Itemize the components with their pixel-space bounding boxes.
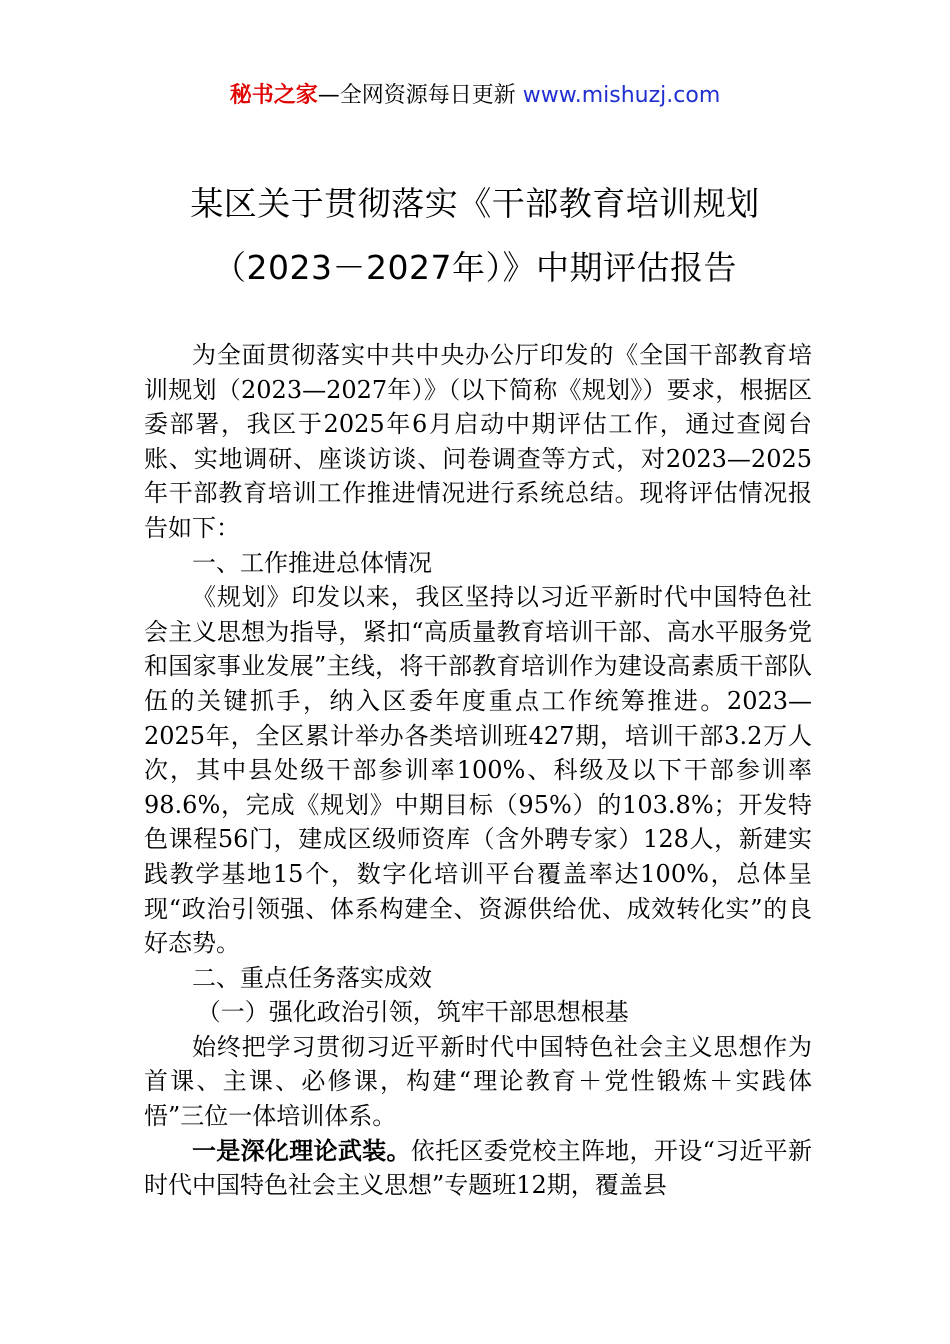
- document-body: [144, 338, 812, 1203]
- political-paragraph: 始终把学习贯彻习近平新时代中国特色社会主义思想作为首课、主课、必修课，构建“理论教育＋党性锻炼＋实践体悟”三位一体培训体系。: [144, 1032, 812, 1131]
- site-header: [0, 80, 950, 112]
- site-url[interactable]: www.mishuzj.com: [522, 83, 721, 108]
- intro-paragraph: 为全面贯彻落实中共中央办公厅印发的《全国干部教育培训规划（2023—2027年）》（以下简称《规划》）要求，根据区委部署，我区于2025年6月启动中期评估工作，通过查阅台账、实地调研、座谈访谈、问卷调查等方式，对2023—2025年干部教育培训工作推进情况进行系统总结。现将评估情况报告如下：: [144, 341, 812, 542]
- title-line-1: 某区关于贯彻落实《干部教育培训规划: [190, 184, 760, 223]
- header-tagline: —全网资源每日更新: [317, 83, 523, 108]
- document-title: [0, 172, 950, 300]
- section-heading-2: 二、重点任务落实成效: [192, 963, 432, 992]
- point-1-paragraph: [144, 1134, 812, 1203]
- section-heading-1: 一、工作推进总体情况: [192, 548, 432, 577]
- brand-name: 秘书之家: [229, 83, 318, 108]
- overview-paragraph: 《规划》印发以来，我区坚持以习近平新时代中国特色社会主义思想为指导，紧扣“高质量教育培训干部、高水平服务党和国家事业发展”主线，将干部教育培训作为建设高素质干部队伍的关键抓手，纳入区委年度重点工作统筹推进。2023—2025年，全区累计举办各类培训班427期，培训干部3.2万人次，其中县处级干部参训率100%、科级及以下干部参训率98.6%，完成《规划》中期目标（95%）的103.8%；开发特色课程56门，建成区级师资库（含外聘专家）128人，新建实践教学基地15个，数字化培训平台覆盖率达100%，总体呈现“政治引领强、体系构建全、资源供给优、成效转化实”的良好态势。: [144, 583, 812, 958]
- title-line-2: （2023－2027年）》中期评估报告: [213, 248, 737, 287]
- point-1-lead: 一是深化理论武装。: [192, 1135, 411, 1165]
- point-1-text: 依托区委党校主阵地，开设“习近平新时代中国特色社会主义思想”专题班12期，覆盖县: [144, 1136, 812, 1200]
- subsection-heading-1: （一）强化政治引领，筑牢干部思想根基: [196, 998, 629, 1027]
